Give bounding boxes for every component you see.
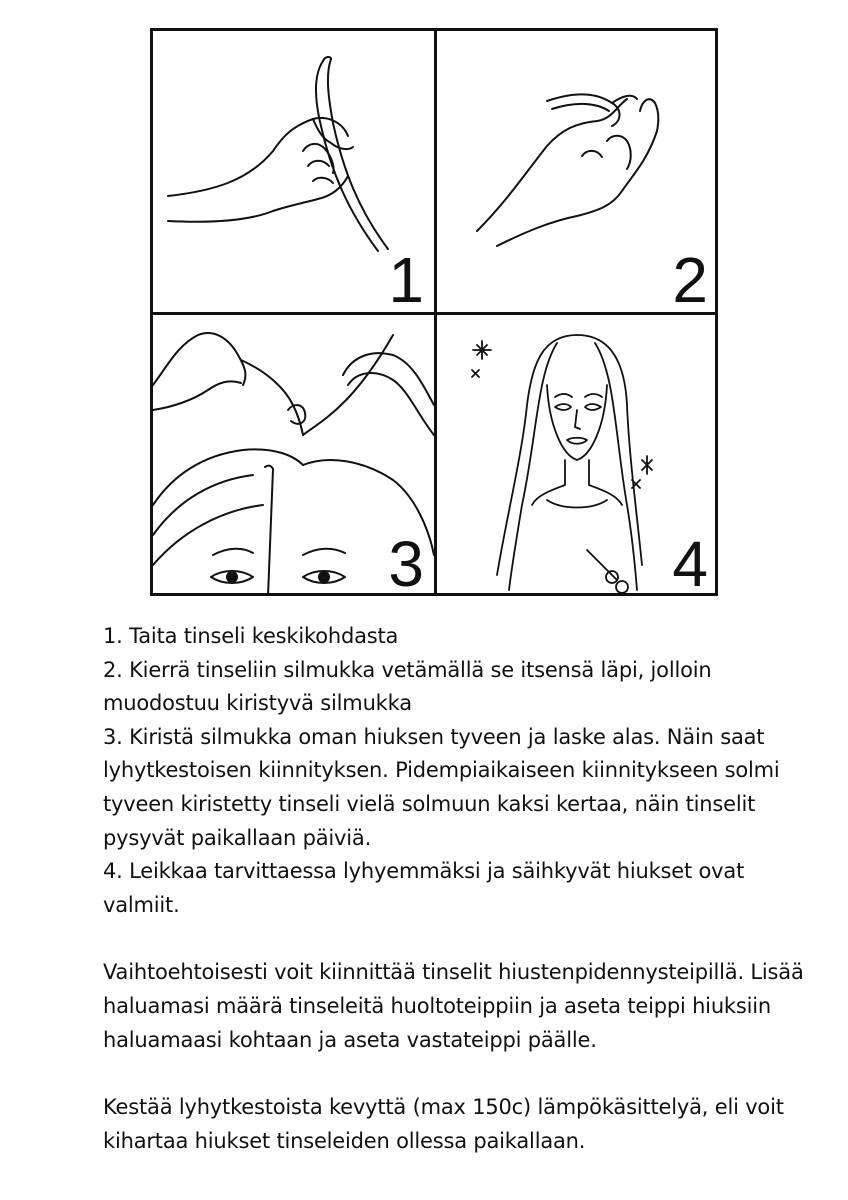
instructions-text (103, 620, 823, 1158)
panel-step-1 (153, 31, 434, 312)
instruction-step-1: 1. Taita tinseli keskikohdasta (103, 624, 399, 648)
step-number: 2 (672, 244, 708, 312)
heat-treatment-paragraph: Kestää lyhytkestoista kevyttä (max 150c) lämpökäsittelyä, eli voit kihartaa hiukset tinseleiden ollessa paikallaan. (103, 1095, 784, 1153)
panel-step-4 (437, 315, 718, 596)
step-number: 3 (388, 528, 424, 596)
alternative-method-paragraph: Vaihtoehtoisesti voit kiinnittää tinselit hiustenpidennysteipillä. Lisää haluamasi määrä tinseleitä huoltoteippiin ja aseta teippi hiuksiin haluamaasi kohtaan ja aseta vastateippi päälle. (103, 960, 804, 1052)
step-number: 1 (388, 244, 424, 312)
step-number: 4 (672, 528, 708, 596)
panel-step-2 (437, 31, 718, 312)
instruction-illustration-grid (150, 28, 718, 596)
paragraph-gap (103, 922, 823, 956)
instruction-step-2: 2. Kierrä tinseliin silmukka vetämällä se itsensä läpi, jolloin muodostuu kiristyvä silmukka (103, 657, 712, 716)
instruction-step-4: 4. Leikkaa tarvittaessa lyhyemmäksi ja säihkyvät hiukset ovat valmiit. (103, 859, 745, 917)
instruction-step-3: 3. Kiristä silmukka oman hiuksen tyveen ja laske alas. Näin saat lyhytkestoisen kiinnityksen. Pidempiaikaiseen kiinnitykseen solmi tyveen kiristetty tinseli vielä solmuun kaksi kertaa, näin tinselit pysyvät paikallaan päiviä. (103, 724, 780, 850)
panel-step-3 (153, 315, 434, 596)
paragraph-gap (103, 1057, 823, 1091)
